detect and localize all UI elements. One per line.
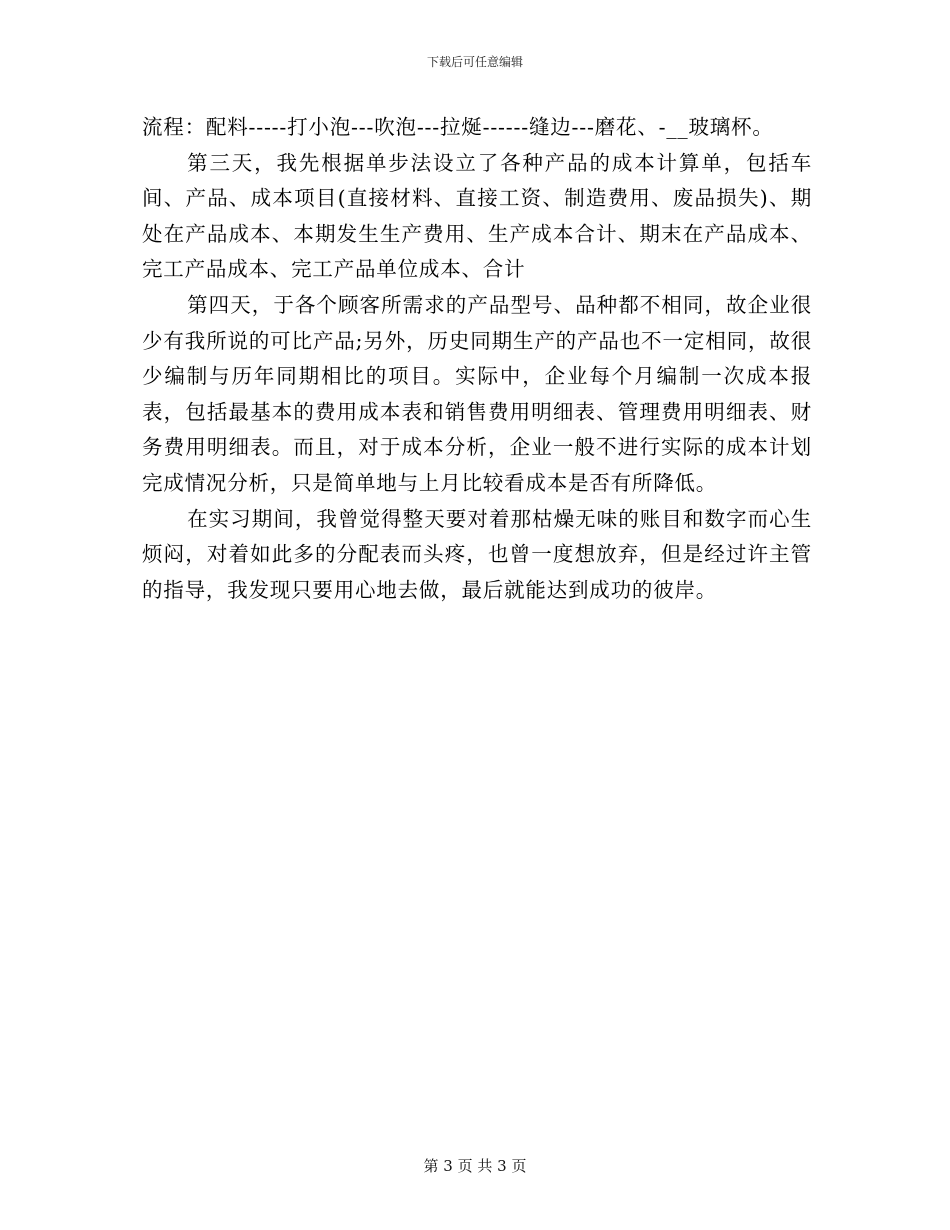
paragraph-day-four: 第四天，于各个顾客所需求的产品型号、品种都不相同，故企业很少有我所说的可比产品;另外，历史同期生产的产品也不一定相同，故很少编制与历年同期相比的项目。实际中，企业每个月编制一次成本报表，包括最基本的费用成本表和销售费用明细表、管理费用明细表、财务费用明细表。而且，对于成本分析，企业一般不进行实际的成本计划完成情况分析，只是简单地与上月比较看成本是否有所降低。 xyxy=(142,292,812,495)
page-header: 下载后可任意编辑 xyxy=(426,55,523,69)
paragraph-internship-reflection: 在实习期间，我曾觉得整天要对着那枯燥无味的账目和数字而心生烦闷，对着如此多的分配表而头疼，也曾一度想放弃，但是经过许主管的指导，我发现只要用心地去做，最后就能达到成功的彼岸。 xyxy=(142,506,812,602)
page-number-footer: 第 3 页 共 3 页 xyxy=(423,1157,527,1175)
document-body xyxy=(142,110,812,608)
paragraph-process-flow: 流程：配料-----打小泡---吹泡---拉烻------缝边---磨花、-__玻璃杯。 xyxy=(142,115,774,139)
paragraph-day-three: 第三天，我先根据单步法设立了各种产品的成本计算单，包括车间、产品、成本项目(直接材料、直接工资、制造费用、废品损失)、期处在产品成本、本期发生生产费用、生产成本合计、期末在产品成本、完工产品成本、完工产品单位成本、合计 xyxy=(142,150,812,282)
